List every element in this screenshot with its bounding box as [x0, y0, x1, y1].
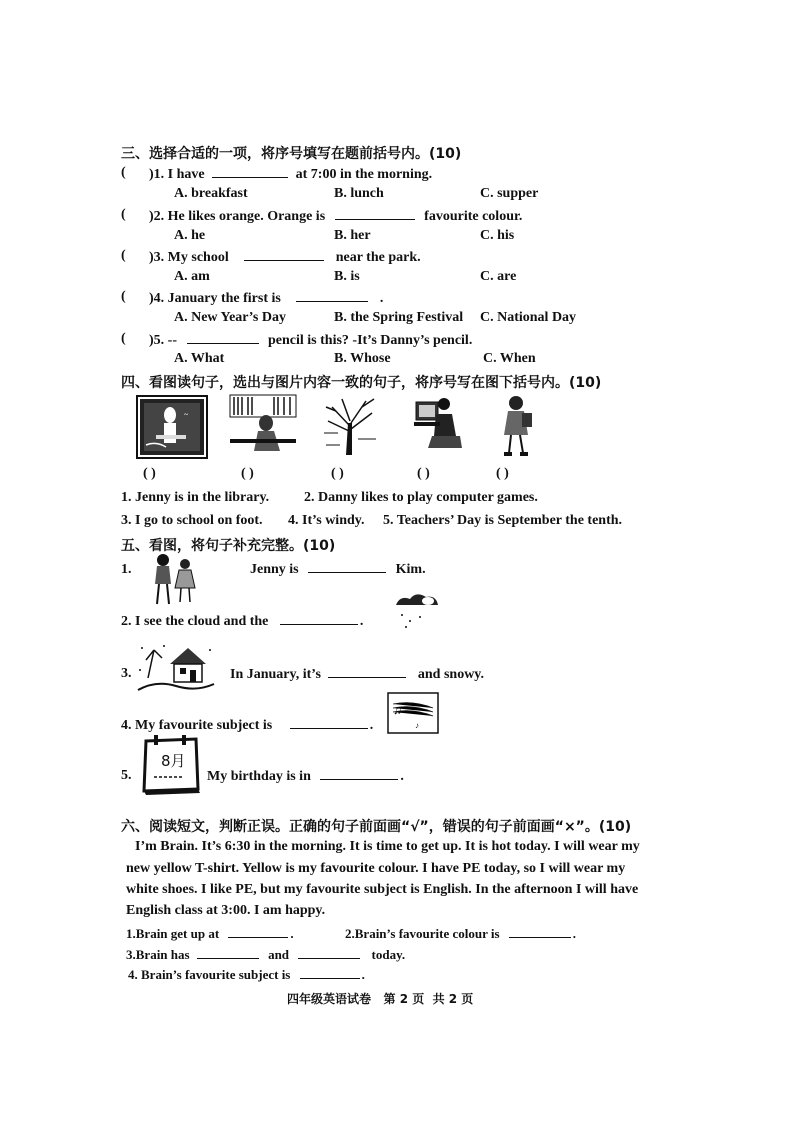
- s5-item3-number: 3.: [121, 666, 132, 681]
- answer-bracket-4[interactable]: ( ): [417, 466, 430, 481]
- q1-paren: (: [121, 165, 126, 180]
- passage-line-3: white shoes. I like PE, but my favourite subject is English. In the afternoon I will have: [126, 882, 639, 897]
- q3-stem: )3. My school near the park.: [149, 250, 421, 265]
- sentence-3: 3. I go to school on foot.: [121, 513, 263, 528]
- passage-line-4: English class at 3:00. I am happy.: [126, 903, 326, 918]
- svg-text:♫: ♫: [393, 703, 402, 717]
- q1-option-b: B. lunch: [334, 186, 384, 201]
- q2-paren: (: [121, 207, 126, 222]
- cloud-sun-picture: [390, 585, 444, 631]
- s5-item1-number: 1.: [121, 562, 132, 577]
- answer-bracket-5[interactable]: ( ): [496, 466, 509, 481]
- passage-line-2: new yellow T-shirt. Yellow is my favourite colour. I have PE today, so I will wear my: [126, 861, 626, 876]
- section6-title: 六、阅读短文，判断正误。正确的句子前面画“√”，错误的句子前面画“×”。(10): [121, 819, 632, 835]
- answer-bracket-2[interactable]: ( ): [241, 466, 254, 481]
- windy-tree-picture: [322, 393, 378, 457]
- q2-option-b: B. her: [334, 228, 371, 243]
- s5-item3-text: In January, it’s and snowy.: [230, 667, 485, 682]
- q4-option-a: A. New Year’s Day: [174, 310, 286, 325]
- s6-question-3: 3.Brain has and today.: [126, 947, 406, 962]
- s5-item3-blank[interactable]: [328, 665, 406, 678]
- page-footer: 四年级英语试卷 第 2 页 共 2 页: [287, 992, 474, 1006]
- q3-option-c: C. are: [480, 269, 517, 284]
- q4-paren: (: [121, 289, 126, 304]
- q2-blank[interactable]: [335, 207, 415, 220]
- q5-blank[interactable]: [187, 331, 259, 344]
- q5-option-c: C. When: [483, 351, 536, 366]
- sentence-4: 4. It’s windy.: [288, 513, 365, 528]
- answer-bracket-3[interactable]: ( ): [331, 466, 344, 481]
- q5-stem: )5. -- pencil is this? -It’s Danny’s pencil.: [149, 333, 473, 348]
- q2-option-c: C. his: [480, 228, 515, 243]
- library-picture: [228, 393, 298, 453]
- q1-option-c: C. supper: [480, 186, 539, 201]
- q2-stem: )2. He likes orange. Orange is favourite colour.: [149, 209, 523, 224]
- q3-option-b: B. is: [334, 269, 360, 284]
- passage-line-1: I’m Brain. It’s 6:30 in the morning. It is time to get up. It is hot today. I will wear my: [135, 839, 640, 854]
- q5-option-a: A. What: [174, 351, 225, 366]
- q3-paren: (: [121, 248, 126, 263]
- q5-paren: (: [121, 331, 126, 346]
- s6-q1-blank[interactable]: [228, 925, 288, 938]
- computer-games-picture: [412, 396, 464, 450]
- answer-bracket-1[interactable]: ( ): [143, 466, 156, 481]
- s5-item4-blank[interactable]: [290, 716, 368, 729]
- q4-option-b: B. the Spring Festival: [334, 310, 464, 325]
- s5-item2-blank[interactable]: [280, 612, 358, 625]
- sentence-5: 5. Teachers’ Day is September the tenth.: [383, 513, 623, 528]
- s5-item5-blank[interactable]: [320, 767, 398, 780]
- s5-item5-text: My birthday is in .: [207, 769, 404, 784]
- section5-title: 五、看图，将句子补充完整。(10): [121, 538, 336, 554]
- s5-item2-text: 2. I see the cloud and the .: [121, 614, 364, 629]
- calendar-month-text: 8月: [161, 752, 186, 770]
- teacher-blackboard-picture: [136, 395, 208, 459]
- q4-blank[interactable]: [296, 289, 368, 302]
- s5-item1-blank[interactable]: [308, 560, 386, 573]
- s5-item1-text: Jenny is Kim.: [250, 562, 426, 577]
- sentence-1: 1. Jenny is in the library.: [121, 490, 270, 505]
- s5-item4-text: 4. My favourite subject is .: [121, 718, 374, 733]
- section3-title: 三、选择合适的一项，将序号填写在题前括号内。(10): [121, 146, 462, 162]
- q4-stem: )4. January the first is .: [149, 291, 384, 306]
- svg-text:♪: ♪: [415, 721, 419, 730]
- music-sheet-picture: [387, 692, 439, 734]
- s5-item5-number: 5.: [121, 768, 132, 783]
- q4-option-c: C. National Day: [480, 310, 577, 325]
- girl-walking-picture: [498, 395, 534, 459]
- snowy-house-picture: [136, 640, 216, 694]
- q3-option-a: A. am: [174, 269, 210, 284]
- section4-title: 四、看图读句子，选出与图片内容一致的句子，将序号写在图下括号内。(10): [121, 375, 602, 391]
- s6-question-2: 2.Brain’s favourite colour is .: [345, 926, 577, 941]
- q2-option-a: A. he: [174, 228, 206, 243]
- q5-option-b: B. Whose: [334, 351, 391, 366]
- q1-blank[interactable]: [212, 165, 288, 178]
- q1-stem: )1. I have at 7:00 in the morning.: [149, 167, 433, 182]
- s6-question-4: 4. Brain’s favourite subject is .: [128, 967, 365, 982]
- s6-q4-blank[interactable]: [300, 966, 360, 979]
- s6-q2-blank[interactable]: [509, 925, 571, 938]
- q3-blank[interactable]: [244, 248, 324, 261]
- s6-q3-blank-2[interactable]: [298, 946, 360, 959]
- s6-question-1: 1.Brain get up at .: [126, 926, 294, 941]
- jenny-kim-picture: [145, 552, 201, 606]
- svg-text:~: ~: [184, 410, 189, 419]
- s6-q3-blank-1[interactable]: [197, 946, 259, 959]
- q1-option-a: A. breakfast: [174, 186, 248, 201]
- sentence-2: 2. Danny likes to play computer games.: [304, 490, 538, 505]
